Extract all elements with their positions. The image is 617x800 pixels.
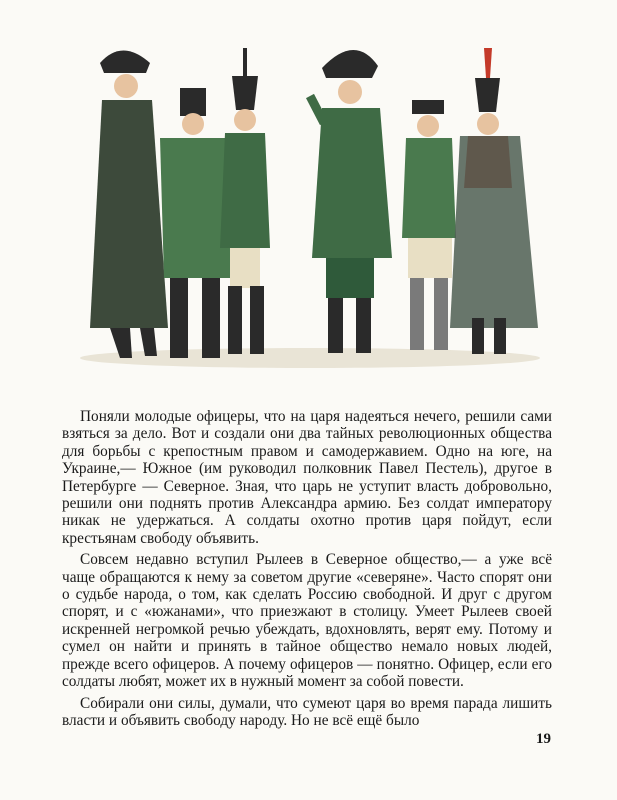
officers-illustration [60,28,560,378]
paragraph-2: Совсем недавно вступил Рылеев в Северное общество,— а уже всё чаще обращаются к нему за советом другие «северяне». Часто спорят они о судьбе народа, о том, как сделать Россию свободной. И друг с другом спорят, и с «южанами», что приезжают в столицу. Умеет Рылеев своей искренней негромкой речью убеждать, вдохновлять, верят ему. Потому и сумел он найти и принять в тайное общество немало новых людей, прежде всего офицеров. А почему офицеров — понятно. Офицер, если его солдаты любят, может их в нужный момент за собой повести. [62,551,552,691]
body-text [62,408,552,733]
officer-figure-3 [220,48,270,354]
officer-figure-5 [402,100,456,350]
paragraph-3: Собирали они силы, думали, что сумеют царя во время парада лишить власти и объявить свободу народу. Но не всё ещё было [62,694,552,729]
officer-figure-4 [310,50,392,353]
officer-figure-6 [450,48,538,354]
paragraph-1: Поняли молодые офицеры, что на царя надеяться нечего, решили сами взяться за дело. Вот и создали они два тайных революционных общества для борьбы с крепостным правом и самодержавием. Одно на юге, на Украине,— Южное (им руководил полковник Павел Пестель), другое в Петербурге — Северное. Зная, что царь не уступит власть добровольно, решили они поднять против Александра армию. Без солдат императору никак не удержаться. А солдаты охотно против царя пойдут, если крестьянам свободу объявить. [62,408,552,547]
officer-figure-1 [90,51,168,359]
page-number: 19 [536,731,551,747]
